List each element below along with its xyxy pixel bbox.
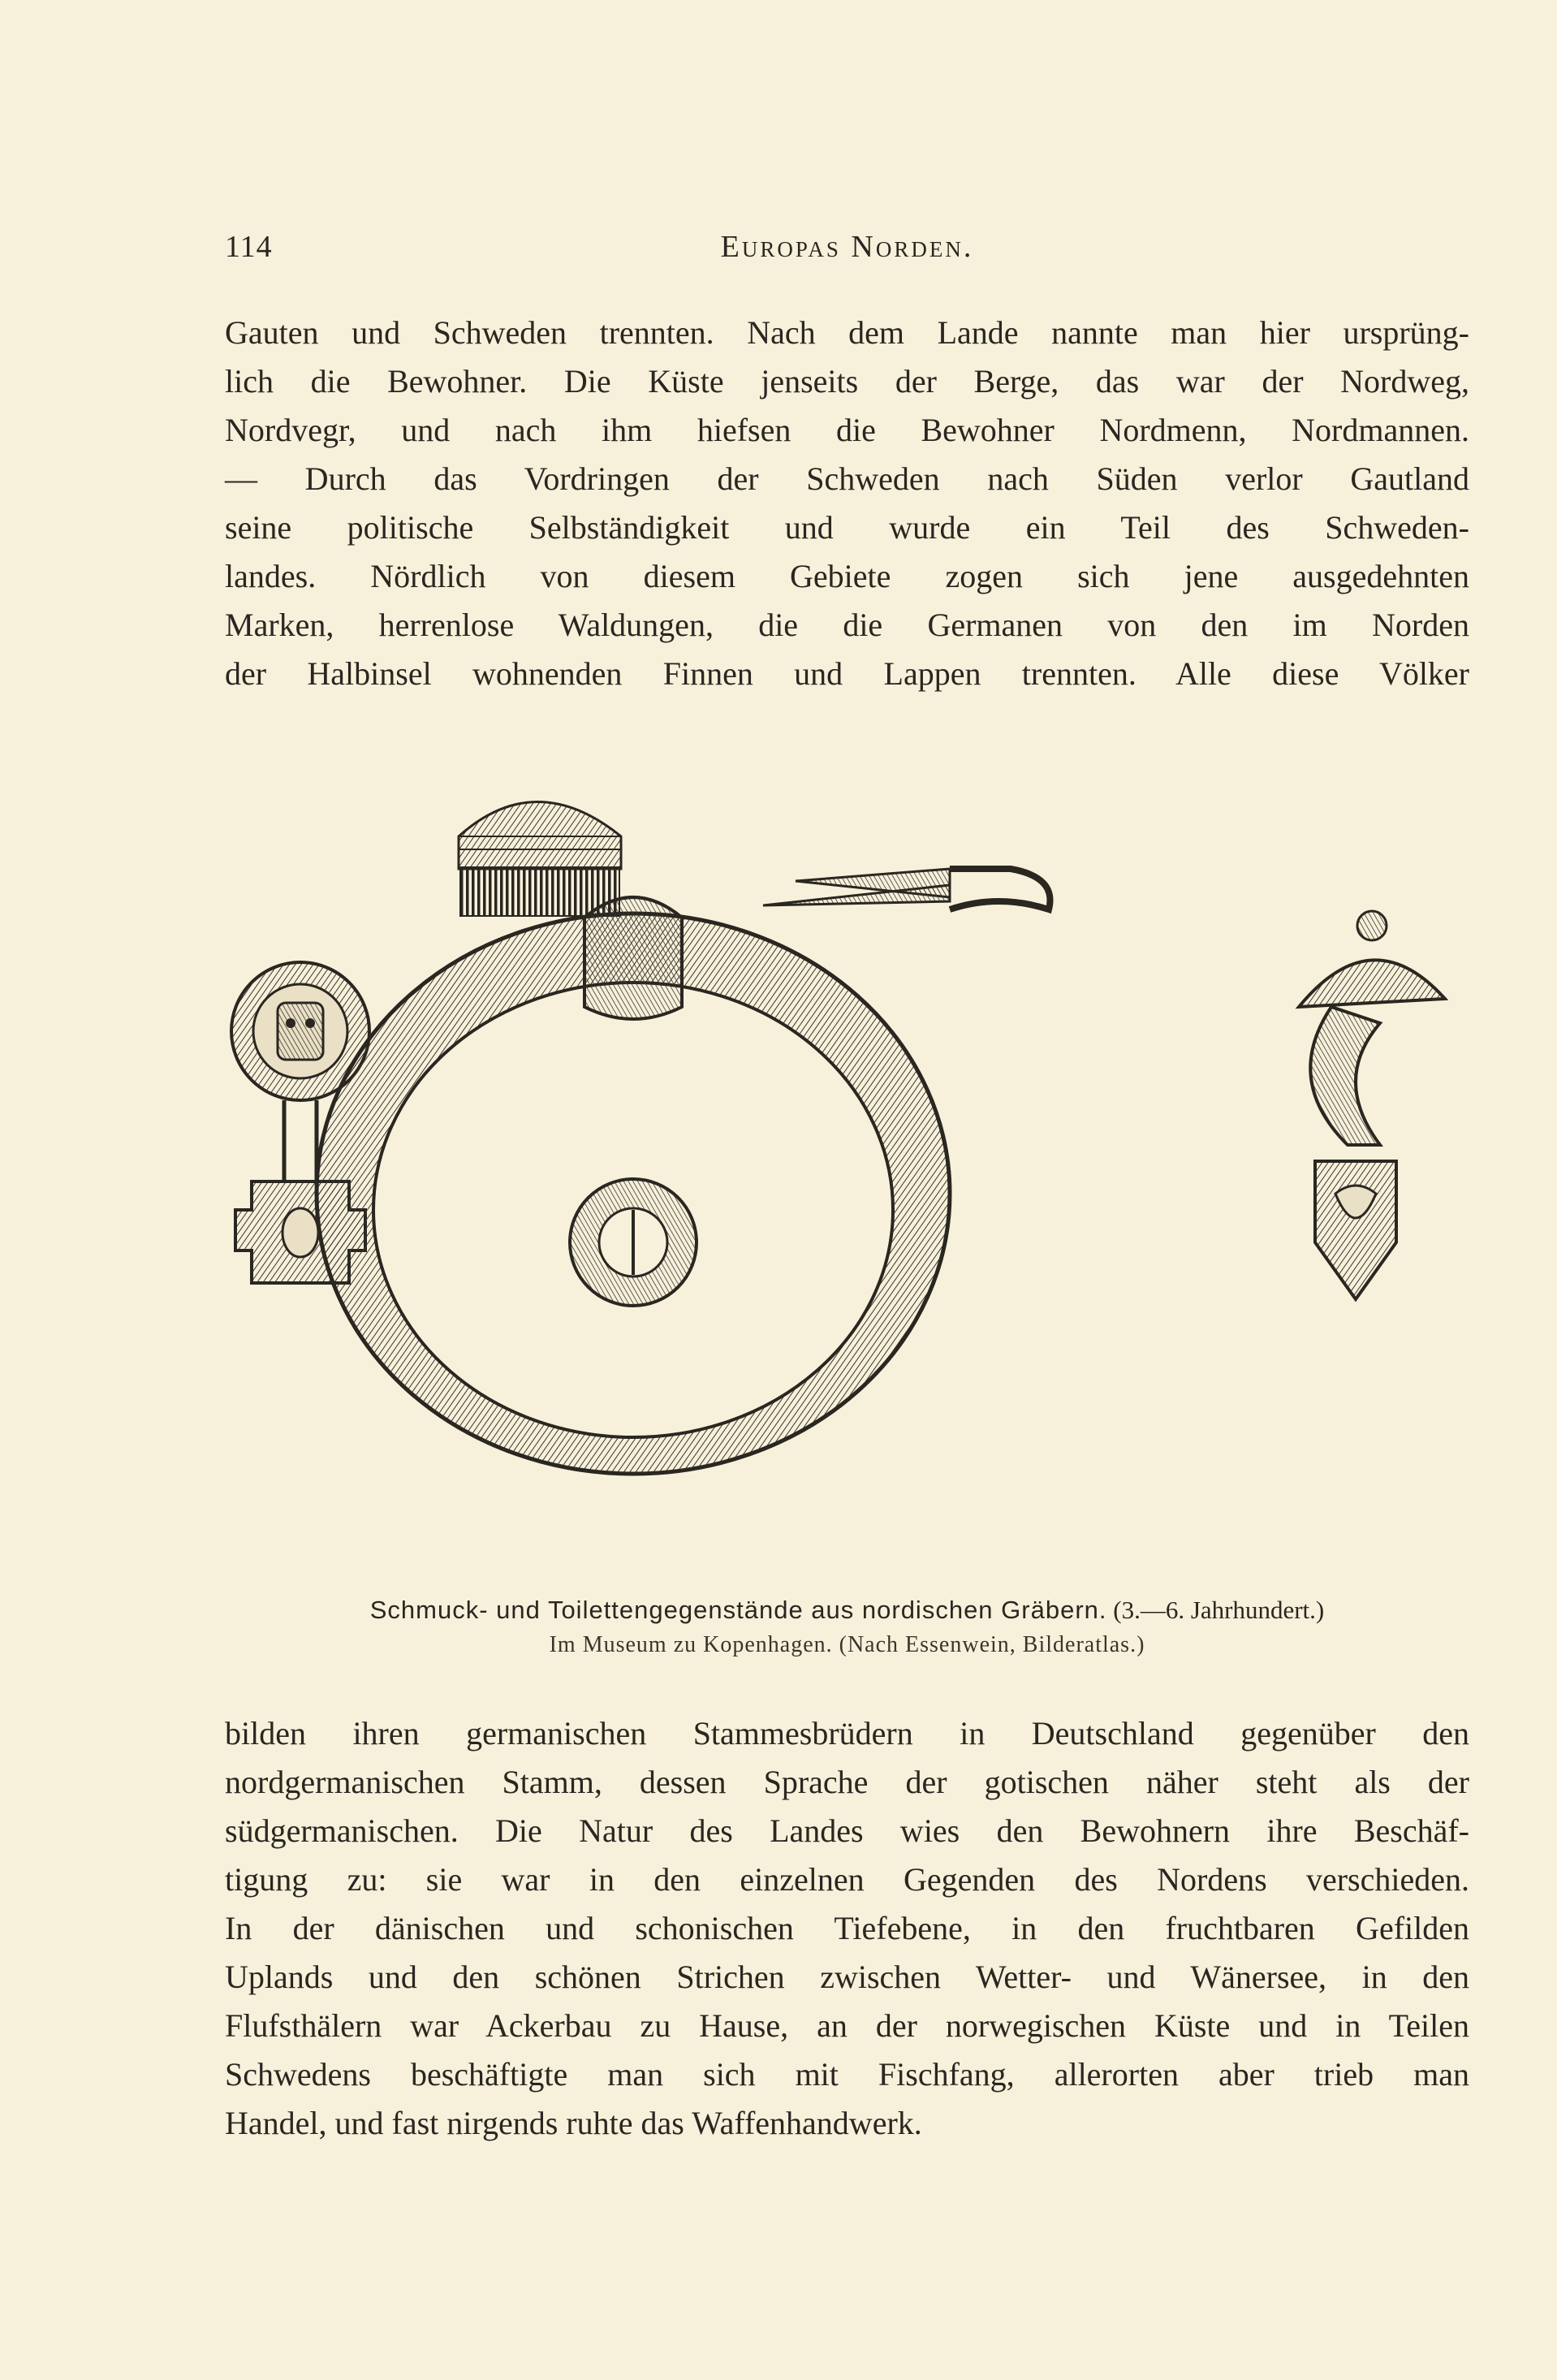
paragraph-1 xyxy=(225,309,1469,698)
page-header xyxy=(225,229,1469,278)
text-line: Uplands und den schönen Strichen zwischen Wetter- und Wänersee, in den xyxy=(225,1959,1469,1995)
comb-icon xyxy=(459,802,621,917)
text-line: Nordvegr, und nach ihm hiefsen die Bewohner Nordmenn, Nordmannen. xyxy=(225,412,1469,448)
text-line: bilden ihren germanischen Stammesbrüdern in Deutschland gegenüber den xyxy=(225,1715,1469,1752)
running-head: Europas Norden. xyxy=(720,230,974,264)
text-line: Gauten und Schweden trennten. Nach dem Lande nannte man hier ursprüng- xyxy=(225,314,1469,351)
text-line: Handel, und fast nirgends ruhte das Waffenhandwerk. xyxy=(225,2105,922,2141)
text-line: der Halbinsel wohnenden Finnen und Lappen trennten. Alle diese Völker xyxy=(225,655,1469,692)
text-line: Schwedens beschäftigte man sich mit Fischfang, allerorten aber trieb man xyxy=(225,2056,1469,2093)
text-line: nordgermanischen Stamm, dessen Sprache der gotischen näher steht als der xyxy=(225,1764,1469,1800)
caption-title: Schmuck- und Toilettengegenstände aus nordischen Gräbern. xyxy=(369,1596,1107,1624)
text-line: südgermanischen. Die Natur des Landes wies den Bewohnern ihre Beschäf- xyxy=(225,1812,1469,1849)
paragraph-2 xyxy=(225,1709,1469,2148)
text-line: seine politische Selbständigkeit und wurde ein Teil des Schweden- xyxy=(225,509,1469,546)
text-line: Flufsthälern war Ackerbau zu Hause, an der norwegischen Küste und in Teilen xyxy=(225,2007,1469,2044)
text-line: landes. Nördlich von diesem Gebiete zogen sich jene ausgedehnten xyxy=(225,558,1469,594)
neck-ring-icon xyxy=(317,897,950,1474)
shears-icon xyxy=(763,869,1050,909)
engraving-illustration xyxy=(227,755,1469,1567)
figure-source: Im Museum zu Kopenhagen. (Nach Essenwein, Bilderatlas.) xyxy=(549,1632,1145,1657)
text-line: Marken, herrenlose Waldungen, die die Germanen von den im Norden xyxy=(225,607,1469,643)
text-line: tigung zu: sie war in den einzelnen Gegenden des Nordens verschieden. xyxy=(225,1861,1469,1898)
engraving-figure xyxy=(227,755,1469,1567)
text-line: — Durch das Vordringen der Schweden nach Süden verlor Gautland xyxy=(225,460,1469,497)
page-number: 114 xyxy=(225,230,273,264)
text-line: In der dänischen und schonischen Tiefebene, in den fruchtbaren Gefilden xyxy=(225,1910,1469,1946)
fibula-brooch-icon xyxy=(1299,911,1445,1299)
caption-date: (3.—6. Jahrhundert.) xyxy=(1113,1596,1325,1624)
text-line: lich die Bewohner. Die Küste jenseits der Berge, das war der Nordweg, xyxy=(225,363,1469,400)
figure-caption xyxy=(225,1596,1469,1625)
